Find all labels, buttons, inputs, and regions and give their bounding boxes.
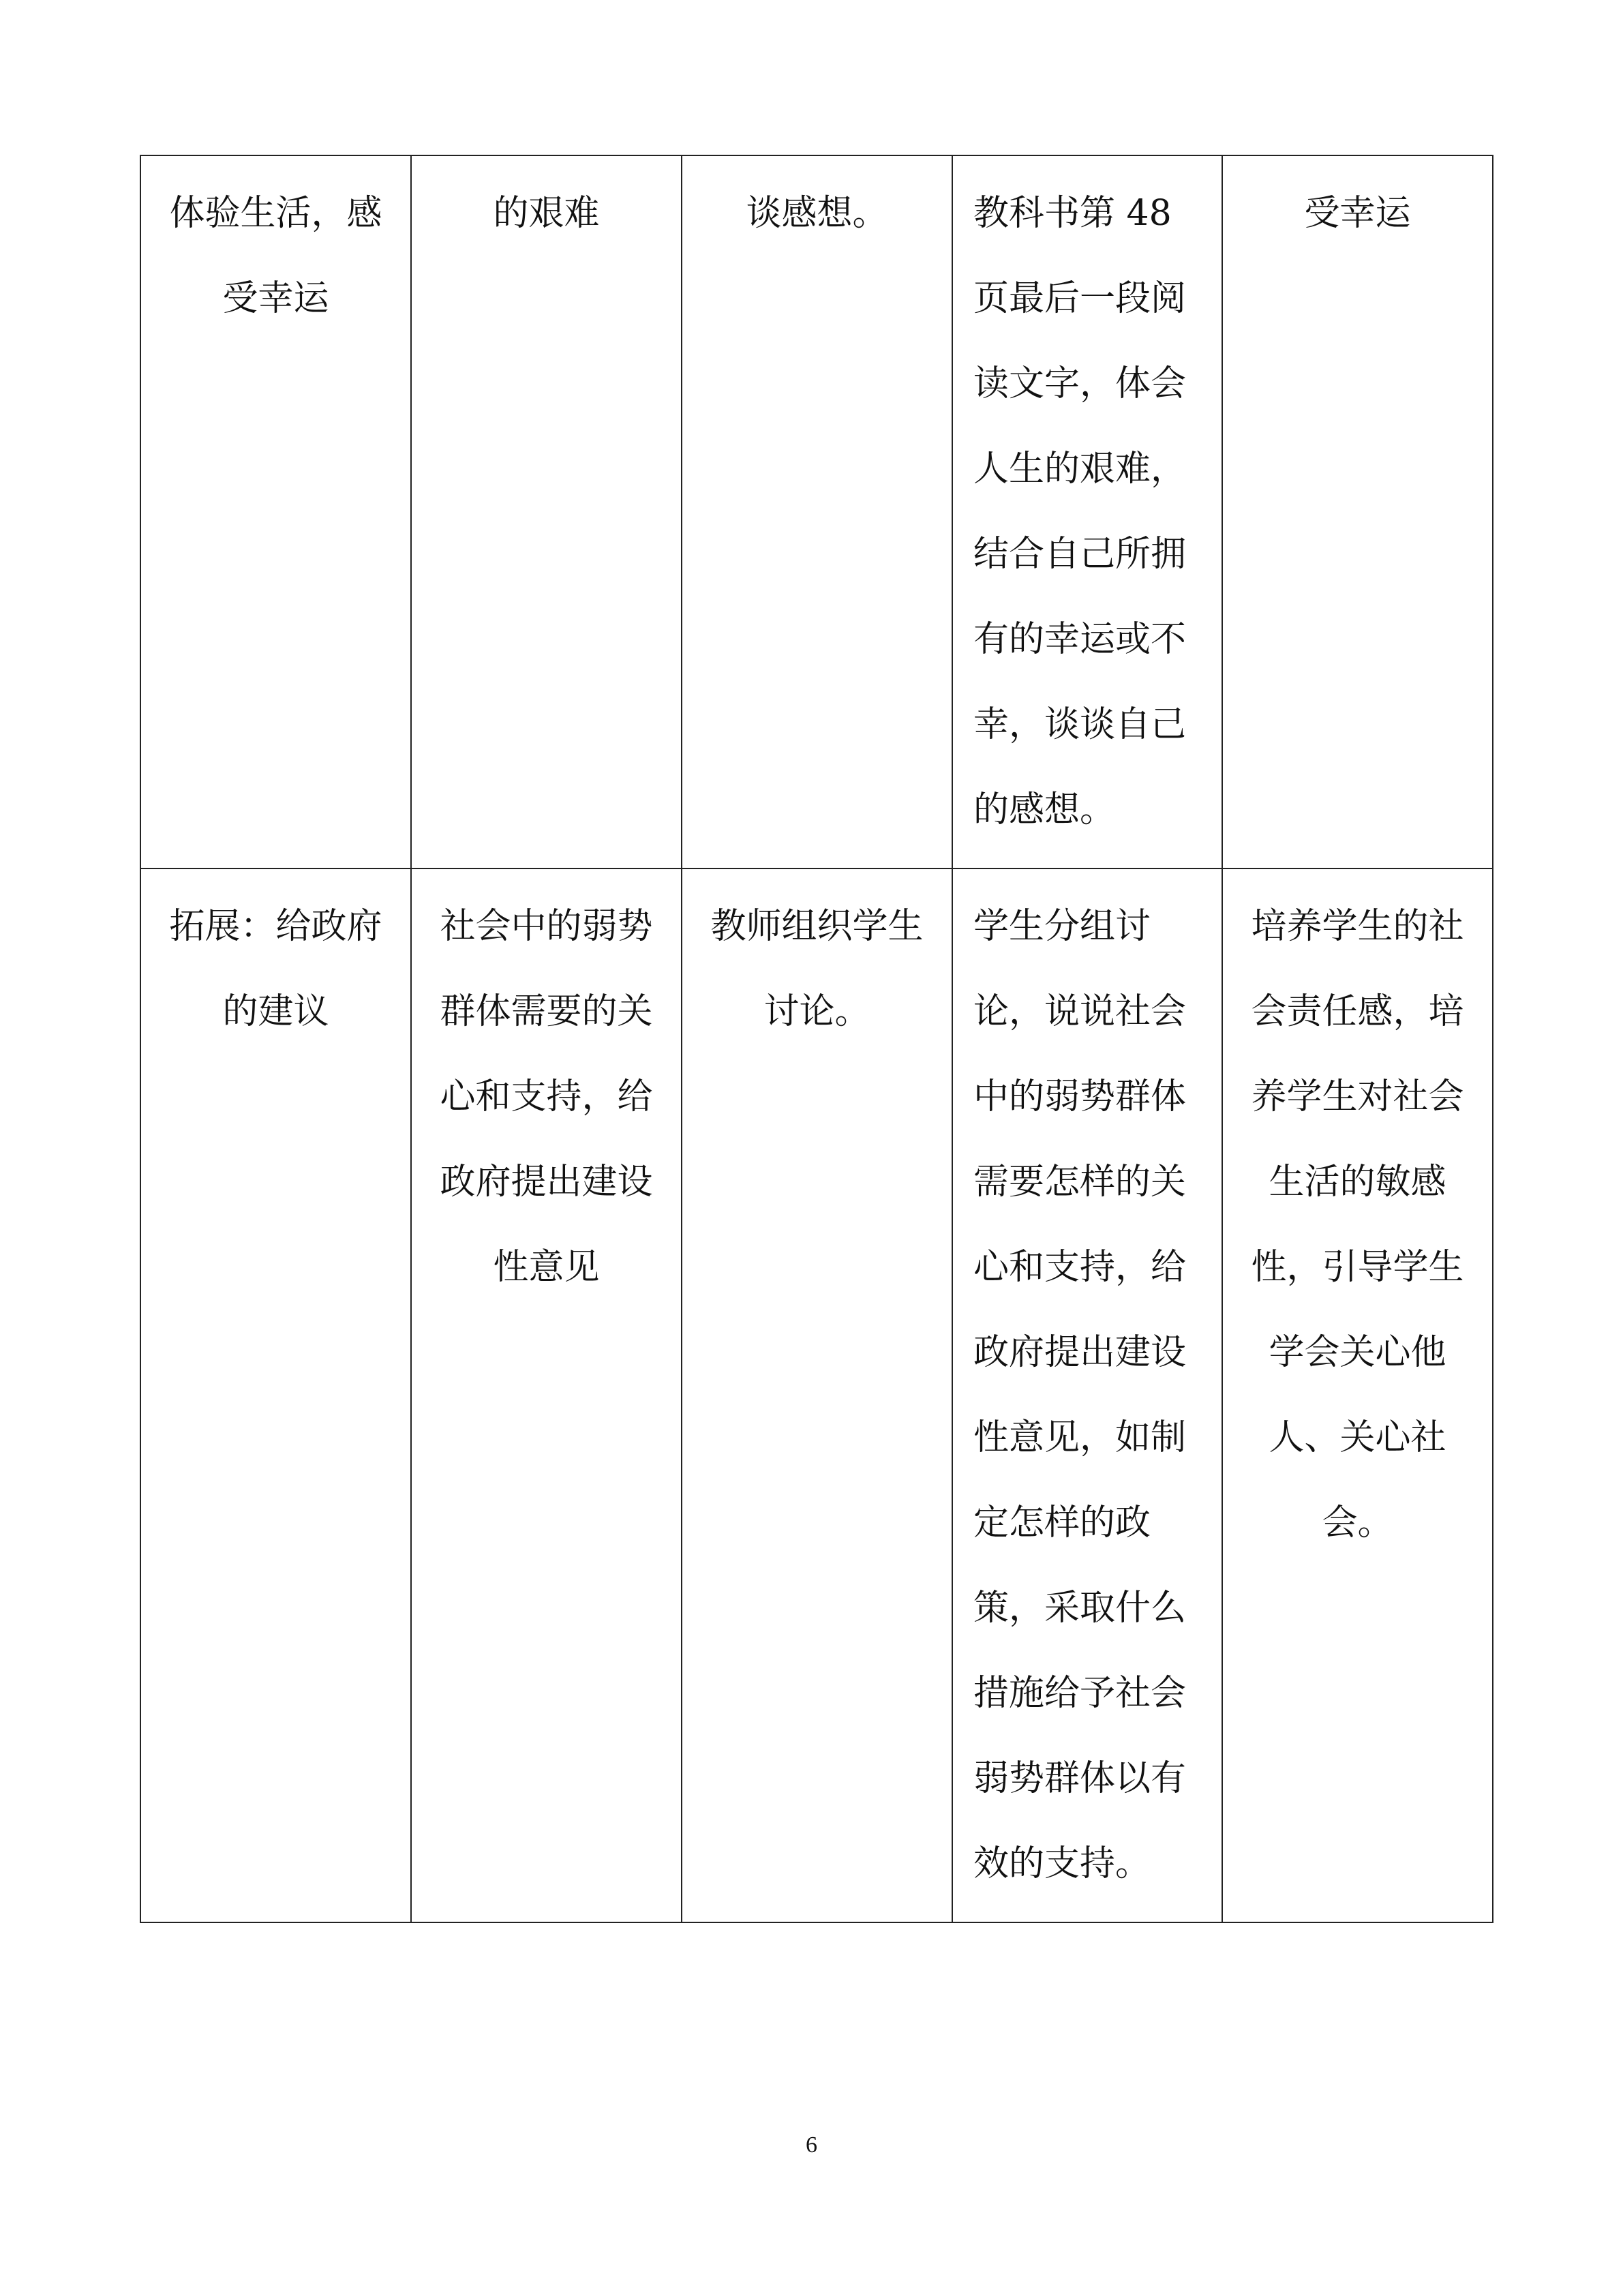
lesson-plan-table [140,155,1493,1923]
table-cell-design-intent: 培养学生的社会责任感，培养学生对社会生活的敏感性，引导学生学会关心他人、关心社会。 [1222,868,1493,1922]
table-row [140,155,1493,868]
table-cell-student-activity: 学生分组讨论，说说社会中的弱势群体需要怎样的关心和支持，给政府提出建设性意见，如制定怎样的政策，采取什么措施给予社会弱势群体以有效的支持。 [952,868,1222,1922]
table-cell-stage: 体验生活，感受幸运 [140,155,411,868]
table-cell-teacher-activity: 教师组织学生讨论。 [682,868,952,1922]
table-cell-student-activity: 教科书第 48 页最后一段阅读文字，体会人生的艰难，结合自己所拥有的幸运或不幸，谈谈自己的感想。 [952,155,1222,868]
page-number: 6 [806,2132,817,2158]
table-row [140,868,1493,1922]
table-cell-content: 的艰难 [411,155,682,868]
table-cell-teacher-activity: 谈感想。 [682,155,952,868]
table-cell-stage: 拓展：给政府的建议 [140,868,411,1922]
table-cell-content: 社会中的弱势群体需要的关心和支持，给政府提出建设性意见 [411,868,682,1922]
table-cell-design-intent: 受幸运 [1222,155,1493,868]
